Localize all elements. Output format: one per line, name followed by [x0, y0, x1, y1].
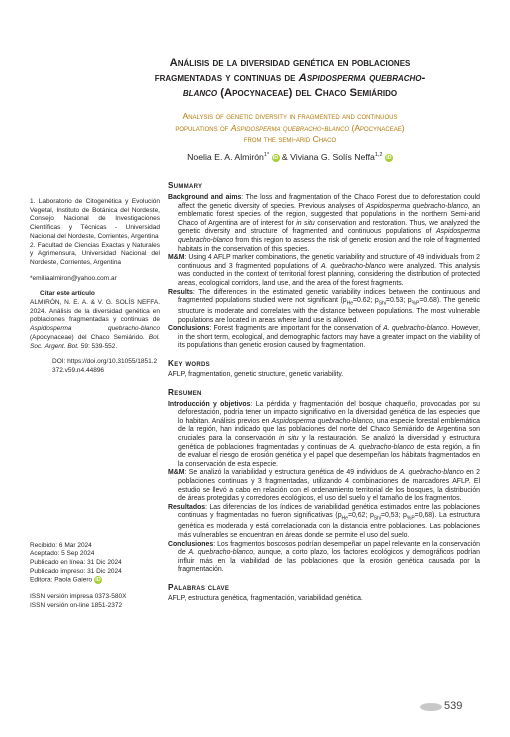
resumen-con-label: Conclusiones — [168, 540, 214, 548]
summary-con-label: Conclusions — [168, 325, 210, 333]
summary-res-sub: %P — [411, 300, 420, 307]
resumen-res-text: : Las diferencias de los índices de variabilidad genética estimados entre las poblaciones continuas y fragmentadas no fueron significativas (p — [178, 503, 480, 520]
summary-res-text-2: =0.62; p — [353, 297, 379, 305]
resumen-con-text-2: , aunque, a corto plazo, los factores ecológicos y demográficos podrían influir más en la viabilidad de las poblaciones que la erosión genética causada por la fragmentación. — [178, 549, 480, 574]
editor — [30, 576, 160, 585]
resumen-io-species: Aspidosperma quebracho-blanco — [271, 417, 373, 425]
resumen-heading: Resumen — [168, 387, 202, 397]
resumen-intro — [168, 401, 480, 470]
resumen-io-label: Introducción y objetivos — [168, 400, 251, 408]
title-en-family: (Apocynaceae) — [349, 122, 405, 133]
title-en-line1: Analysis of genetic diversity in fragmented and continuous — [182, 111, 398, 121]
page-number — [420, 700, 482, 714]
resumen-io-species-2: A. quebracho-blanco — [349, 443, 414, 451]
summary-conclusions — [168, 325, 480, 351]
summary-res-sub: Shi — [378, 300, 386, 307]
date-received: Recibido: 6 Mar 2024 — [30, 541, 92, 549]
citation-text-2: (Apocynaceae) del Chaco Semiárido. — [30, 333, 149, 341]
page-number-text: 539 — [444, 700, 463, 712]
keywords-text: AFLP, fragmentation, genetic structure, genetic variability. — [168, 371, 344, 379]
resumen-res-text-2: =0,62; p — [347, 512, 374, 520]
main-column — [168, 181, 480, 604]
summary-heading: Summary — [168, 181, 203, 190]
resumen-res-text-4: =0,68). La estructura genética es moderada y está correlacionada con la distancia entre poblaciones. Las poblaciones más vulnerables se encuentran en áreas donde se permite el uso del suelo. — [178, 512, 480, 539]
resumen-io-text: : La pérdida y fragmentación del bosque chaqueño, provocadas por su deforestación, podría tener un impacto significativo en la diversidad genética de las especies que lo habitan. Análisis previos en — [178, 400, 480, 425]
resumen-mm-species: A. quebracho-blanco — [399, 469, 464, 477]
summary-res-text-3: =0.53; p — [385, 297, 412, 305]
title-spanish — [100, 56, 480, 101]
author-line — [100, 152, 480, 162]
resumen-results — [168, 504, 480, 541]
summary-con-text: : Forest fragments are important for the conservation of — [209, 325, 384, 333]
affiliation-1: 1. Laboratorio de Citogenética y Evolución Vegetal, Instituto de Botánica del Nordeste, Consejo Nacional de Investigaciones Científicas y Técnicas - Universidad Nacional del Nordeste, Corrientes, Argentina — [30, 198, 160, 240]
summary-bg-species-2: Aspidosperma quebracho-blanco — [178, 228, 480, 244]
summary-mm-text-2: were analyzed. This analysis was conducted in the context of territorial forest planning, considering the distribution of protected areas, ecological corridors, land use, and the area of the forest fragments. — [178, 262, 480, 287]
date-published-online: Publicado en línea: 31 Dic 2024 — [30, 559, 122, 567]
summary-bg-text-4: from this region to assess the risk of genetic erosion and the role of fragmented habitats in the conservation of this species. — [178, 236, 480, 253]
summary-res-sub: He — [346, 300, 353, 307]
summary-bg-insitu: in situ — [296, 219, 315, 227]
sidebar — [30, 198, 160, 610]
citation-species: Aspidosperma quebracho-blanco — [30, 325, 160, 333]
title-en-species: Aspidosperma quebracho-blanco — [230, 122, 350, 133]
summary-res-text-4: =0.68). The genetic structure is moderate and correlates with the distance between populations. The most vulnerable populations are located in areas where land use is allowed. — [178, 297, 480, 324]
title-english — [100, 111, 480, 146]
corresponding-email[interactable]: *emiliaalmiron@yahoo.com.ar — [30, 274, 117, 282]
title-block — [100, 56, 480, 146]
title-es-line1: Análisis de la diversidad genética en poblaciones — [169, 57, 411, 69]
issn-online: ISSN versión on-line 1851-2372 — [30, 601, 123, 609]
summary-bg-text: : The loss and fragmentation of the Chaco Forest due to deforestation could affect the genetic diversity of species. Previous analyses of — [178, 194, 480, 210]
doi-link[interactable]: DOI: https://doi.org/10.31055/1851.2372.v59.n4.44896 — [52, 358, 158, 374]
summary-bg-text-3: conservation and restoration. Thus, we analyzed the genetic diversity and structure of fragmented and continuous populations of — [178, 219, 480, 236]
citation-text: ALMIRÓN, N. E. A. & V. G. SOLÍS NEFFA. 2024. Análisis de la diversidad genética en poblaciones fragmentadas y continuas de — [30, 299, 160, 324]
author-2: Viviana G. Solís Neffa — [290, 152, 375, 162]
resumen-io-text-2: , una especie forestal emblemática de la región, han indicado que las poblaciones del norte del Chaco Semiárido de Argentina son cruciales para la conservación — [178, 417, 480, 443]
title-es-line2: fragmentadas y continuas de — [154, 72, 299, 84]
editor-name: Editora: Paola Gaiero — [30, 577, 93, 585]
resumen-io-text-3: y la restauración. Se analizó la diversidad y estructura genética de poblaciones fragmentadas y continuas de — [178, 435, 480, 451]
resumen-methods — [168, 469, 480, 503]
resumen-con-text: : Los fragmentos boscosos podrían desempeñar un papel relevante en la conservación de — [178, 540, 480, 557]
orcid-icon[interactable]: iD — [272, 154, 279, 161]
summary-mm-species: A. quebracho-blanco — [320, 262, 386, 270]
title-es-species: Aspidosperma quebracho- — [298, 72, 426, 84]
summary-con-species: A. quebracho-blanco — [383, 325, 448, 333]
orcid-icon[interactable]: iD — [386, 154, 392, 161]
resumen-res-text-3: =0,53; p — [381, 512, 407, 520]
resumen-con-species: A. quebracho-blanco — [188, 549, 254, 557]
summary-mm-label: M&M — [168, 254, 185, 262]
summary-results — [168, 289, 480, 326]
summary-methods — [168, 254, 480, 288]
leaf-icon — [420, 703, 442, 711]
summary-bg-label: Background and aims — [168, 194, 242, 201]
resumen-conclusions — [168, 541, 480, 575]
author-1-affil: 1* — [263, 152, 270, 159]
summary-background — [168, 194, 480, 254]
resumen-res-sub: Shi — [373, 515, 382, 522]
date-published-print: Publicado impreso: 31 Dic 2024 — [30, 567, 122, 575]
resumen-mm-label: M&M — [168, 469, 185, 477]
affiliation-2: 2. Facultad de Ciencias Exactas y Naturales y Agrimensura, Universidad Nacional del Nordeste, Corrientes, Argentina — [30, 241, 160, 266]
citation-journal: Bol. Soc. Argent. Bot. — [30, 333, 160, 350]
author-separator: & — [279, 152, 291, 162]
resumen-res-label: Resultados — [168, 503, 206, 511]
author-2-affil: 1,2 — [374, 152, 383, 159]
summary-res-text: : The differences in the estimated genetic variability indices between the continuous and fragmented populations studied were not significant (p — [178, 288, 480, 305]
title-en-line2: populations of — [175, 122, 231, 133]
orcid-icon[interactable]: iD — [95, 577, 101, 584]
date-accepted: Aceptado: 5 Sep 2024 — [30, 550, 95, 558]
keywords-heading: Key words — [168, 359, 210, 369]
cite-heading: Citar este artículo — [40, 290, 95, 298]
title-es-line3: (Apocynaceae) del Chaco Semiárido — [217, 87, 398, 99]
resumen-res-sub: %P — [406, 515, 415, 522]
issn-print: ISSN versión impresa 0373-580X — [30, 592, 127, 600]
summary-res-label: Results — [168, 288, 193, 296]
resumen-mm-text-2: en 2 poblaciones continuas y 3 fragmentadas, utilizando 4 combinaciones de marcadores AFLP. El estudio se llevó a cabo en relación con el ordenamiento territorial de los bosques, la distribución de áreas protegidas y corredores ecológicos, el uso del suelo y el tamaño de los fragmentos. — [178, 469, 480, 503]
citation-pages: 59: 539-552. — [78, 342, 118, 350]
palabras-heading: Palabras clave — [168, 582, 230, 592]
title-en-line3: from the semi-arid Chaco — [243, 134, 337, 144]
resumen-res-sub: He — [341, 515, 348, 522]
summary-con-text-2: . However, in the short term, ecological, and demographic factors may have a greater impact on the viability of its populations than genetic erosion caused by fragmentation. — [178, 325, 480, 350]
title-es-species-end: blanco — [182, 87, 218, 99]
author-1: Noelia E. A. Almirón — [187, 152, 264, 162]
summary-bg-text-2: , an emblematic forest species of the region, suggested that populations in the northern Semi-arid Chaco of Argentina are of interest for — [178, 202, 480, 227]
citation — [30, 299, 160, 351]
summary-mm-text: : Using 4 AFLP marker combinations, the genetic variability and structure of 49 individuals from 2 continuous and 3 fragmented populations of — [178, 254, 480, 270]
resumen-mm-text: : Se analizó la variabilidad y estructura genética de 49 individuos de — [184, 469, 400, 477]
resumen-io-insitu: in situ — [279, 435, 299, 443]
palabras-text: AFLP, estructura genética, fragmentación, variabilidad genética. — [168, 594, 363, 602]
summary-bg-species: Aspidosperma quebracho-blanco — [365, 202, 468, 210]
resumen-io-text-4: de esta región, a fin de evaluar el riesgo de erosión genética y el papel que desempeñan los hábitats fragmentados en la conservación de esta especie. — [178, 443, 480, 468]
